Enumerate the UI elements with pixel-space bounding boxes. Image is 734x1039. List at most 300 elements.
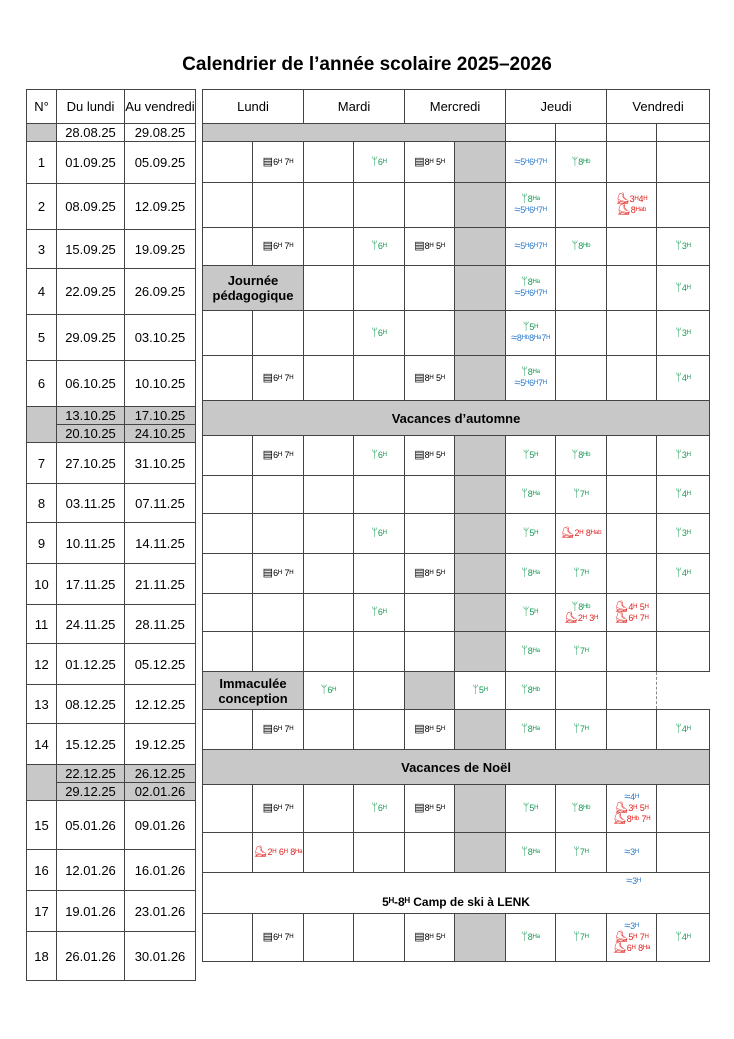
header-mercredi: Mercredi [405, 90, 506, 124]
day-cell [354, 785, 405, 833]
day-cell [556, 514, 607, 554]
day-cell [607, 710, 657, 750]
gym-icon: ᛘ [571, 240, 579, 252]
day-cell [607, 914, 657, 962]
day-cell [506, 124, 556, 142]
day-cell [253, 356, 304, 401]
week-to: 31.10.25 [125, 443, 196, 484]
day-cell [203, 554, 253, 594]
event-gym-icon [657, 932, 709, 943]
week-number: 14 [27, 724, 57, 765]
event-label: 6ᴴ [377, 327, 387, 338]
gym-icon: ᛘ [521, 366, 528, 378]
day-cell [253, 311, 304, 356]
event-gym-icon [556, 568, 606, 579]
event-label: 8ᴴᵃ [527, 194, 540, 204]
day-cell [556, 672, 607, 710]
week-number [27, 765, 57, 801]
event-label: 6ᴴ 7ᴴ [273, 241, 294, 251]
day-cell [506, 833, 556, 873]
event-label: 5ᴴ 7ᴴ [628, 932, 649, 942]
event-label: 4ᴴ 5ᴴ [628, 601, 649, 612]
event-gym-icon [556, 157, 606, 168]
day-cell [657, 436, 710, 476]
week-from: 05.01.26 [57, 801, 125, 850]
schedule-table [202, 89, 710, 962]
holiday-banner: Vacances de Noël [203, 750, 710, 785]
header-mardi: Mardi [304, 90, 405, 124]
event-gym-icon [657, 328, 709, 339]
books-icon: ▤ [414, 931, 425, 943]
event-label: 5ᴴ6ᴴ7ᴴ [520, 288, 547, 298]
swim-icon: ≈ [624, 791, 631, 803]
event-gym-icon [506, 685, 555, 696]
event-skate-icon [607, 613, 656, 624]
event-skate-icon [607, 194, 656, 205]
event-label: 4ᴴ [681, 568, 691, 578]
day-cell [203, 228, 253, 266]
week-from: 01.12.25 [57, 644, 125, 685]
gym-icon: ᛘ [573, 846, 580, 858]
gym-icon: ᛘ [521, 723, 528, 735]
event-label: 6ᴴ [377, 241, 387, 251]
gym-icon: ᛘ [521, 567, 528, 579]
event-label: 6ᴴ [377, 803, 387, 813]
event-label: 8ᴴᵃ [527, 277, 540, 287]
day-cell [253, 594, 304, 632]
mercredi-afternoon-grey [455, 785, 506, 833]
gym-icon: ᛘ [371, 527, 378, 539]
schedule-row [203, 356, 710, 401]
skate-icon: ⛸ [612, 813, 627, 825]
week-row [27, 315, 196, 361]
header-vendredi: Vendredi [607, 90, 710, 124]
event-label: 6ᴴ 7ᴴ [273, 568, 294, 578]
event-label: 8ᴴᵃ [527, 724, 540, 734]
day-cell [304, 311, 354, 356]
week-to: 07.11.25 [125, 484, 196, 523]
event-label: 7ᴴ [579, 489, 589, 499]
event-gym-icon [506, 847, 555, 858]
day-cell [354, 356, 405, 401]
header-jeudi: Jeudi [506, 90, 607, 124]
day-cell [304, 594, 354, 632]
books-icon: ▤ [414, 723, 425, 735]
day-cell [607, 266, 657, 311]
schedule-row [203, 266, 710, 311]
event-books-icon [405, 241, 454, 252]
day-cell [203, 710, 253, 750]
event-label: 6ᴴ 7ᴴ [273, 724, 294, 734]
event-books-icon [253, 450, 303, 461]
week-number [27, 407, 57, 443]
gym-icon: ᛘ [573, 645, 580, 657]
day-cell [405, 356, 455, 401]
event-skate-icon [607, 205, 656, 216]
day-cell [405, 311, 455, 356]
day-cell [354, 228, 405, 266]
event-gym-icon [657, 241, 709, 252]
day-cell [556, 124, 607, 142]
day-cell [657, 142, 710, 183]
mercredi-afternoon-grey [455, 476, 506, 514]
day-cell [506, 514, 556, 554]
gym-icon: ᛘ [573, 567, 580, 579]
event-label: 8ᴴᵇ [578, 450, 591, 460]
week-from: 15.12.25 [57, 724, 125, 765]
event-skate-icon [556, 528, 606, 539]
event-label: 6ᴴ 7ᴴ [273, 803, 294, 813]
mercredi-afternoon-grey [455, 554, 506, 594]
day-cell [304, 632, 354, 672]
week-to: 29.08.25 [125, 124, 196, 142]
event-label: 6ᴴ 7ᴴ [273, 372, 294, 383]
gym-icon: ᛘ [675, 931, 682, 943]
week-from: 06.10.25 [57, 361, 125, 407]
event-gym-icon [354, 328, 404, 339]
day-cell [304, 476, 354, 514]
swim-icon: ≈ [514, 377, 521, 389]
event-books-icon [253, 157, 303, 168]
event-label: 3ᴴ [681, 528, 691, 538]
event-label: 8ᴴ 5ᴴ [424, 156, 445, 167]
event-label: 4ᴴ [681, 932, 691, 942]
day-cell [405, 476, 455, 514]
week-row [27, 269, 196, 315]
event-label: 5ᴴ [529, 322, 539, 332]
books-icon: ▤ [414, 371, 425, 384]
event-label: 7ᴴ [579, 568, 589, 578]
day-cell [253, 476, 304, 514]
day-cell [556, 914, 607, 962]
mercredi-afternoon-grey [455, 436, 506, 476]
day-cell [607, 554, 657, 594]
event-label: 6ᴴ 7ᴴ [273, 932, 294, 942]
event-gym-icon [657, 450, 709, 461]
week-number: 16 [27, 850, 57, 891]
gym-icon: ᛘ [675, 488, 682, 500]
holiday-banner: Vacances d’automne [203, 401, 710, 436]
event-label: 6ᴴ [377, 450, 387, 460]
gym-icon: ᛘ [571, 449, 579, 461]
day-cell [304, 228, 354, 266]
day-cell [304, 266, 354, 311]
week-number: 2 [27, 184, 57, 230]
week-row [27, 850, 196, 891]
event-gym-icon [354, 528, 404, 539]
day-cell [405, 785, 455, 833]
day-cell [253, 554, 304, 594]
week-row [27, 484, 196, 523]
swim-icon: ≈ [514, 240, 521, 252]
day-cell [506, 785, 556, 833]
week-row [27, 443, 196, 484]
event-label: 4ᴴ [681, 372, 691, 383]
event-label: 6ᴴ [327, 685, 337, 695]
event-swim-icon [506, 241, 555, 252]
day-cell [253, 514, 304, 554]
week-to: 17.10.25 [125, 407, 196, 425]
gym-icon: ᛘ [371, 449, 378, 461]
day-cell [253, 785, 304, 833]
week-to: 26.09.25 [125, 269, 196, 315]
week-from: 29.12.25 [57, 783, 125, 801]
week-number: 4 [27, 269, 57, 315]
event-label: 5ᴴ [529, 803, 539, 813]
day-cell [203, 356, 253, 401]
books-icon: ▤ [414, 449, 425, 461]
event-label: 7ᴴ [579, 724, 589, 734]
mercredi-afternoon-grey [455, 228, 506, 266]
header-number: N° [27, 90, 57, 124]
event-label: 5ᴴ6ᴴ7ᴴ [520, 205, 547, 215]
week-from: 26.01.26 [57, 932, 125, 981]
gym-icon: ᛘ [371, 155, 378, 168]
week-row [27, 605, 196, 644]
event-skate-icon [607, 814, 656, 825]
gym-icon: ᛘ [522, 321, 530, 333]
day-cell [657, 183, 710, 228]
day-cell [556, 833, 607, 873]
gym-icon: ᛘ [521, 488, 528, 500]
event-label: 8ᴴᵃ [527, 847, 540, 857]
day-cell [203, 514, 253, 554]
day-cell [354, 554, 405, 594]
week-to: 12.12.25 [125, 685, 196, 724]
day-cell [607, 311, 657, 356]
event-label: 6ᴴ [377, 156, 387, 167]
event-label: 8ᴴᵃ [527, 489, 540, 499]
camp-top-event [608, 876, 659, 887]
day-cell [607, 632, 657, 672]
schedule-row [203, 554, 710, 594]
swim-icon: ≈ [514, 204, 521, 216]
week-number: 5 [27, 315, 57, 361]
week-row [27, 523, 196, 564]
day-cell [253, 228, 304, 266]
week-number: 9 [27, 523, 57, 564]
day-cell [354, 266, 405, 311]
schedule-row [203, 873, 710, 914]
event-label: 3ᴴ [630, 847, 639, 857]
event-gym-icon [556, 241, 606, 252]
event-label: 8ᴴᵇ [578, 803, 591, 813]
day-cell [304, 785, 354, 833]
books-icon: ▤ [262, 155, 274, 168]
mercredi-afternoon-grey [455, 266, 506, 311]
week-row [27, 142, 196, 184]
gym-icon: ᛘ [320, 684, 328, 696]
day-cell [607, 124, 657, 142]
schedule-row [203, 142, 710, 183]
week-number: 17 [27, 891, 57, 932]
schedule-row [203, 476, 710, 514]
day-cell [354, 436, 405, 476]
event-books-icon [253, 932, 303, 943]
day-cell [354, 594, 405, 632]
event-books-icon [405, 450, 454, 461]
day-cell [556, 710, 607, 750]
day-cell [657, 476, 710, 514]
day-cell [657, 228, 710, 266]
event-swim-icon [506, 205, 555, 216]
day-cell [556, 554, 607, 594]
event-gym-icon [506, 450, 555, 461]
day-cell [354, 833, 405, 873]
day-cell [506, 436, 556, 476]
week-number: 8 [27, 484, 57, 523]
event-label: 8ᴴᵃ [527, 568, 540, 578]
day-cell [304, 514, 354, 554]
day-cell [405, 142, 455, 183]
schedule-row [203, 183, 710, 228]
day-cell [253, 142, 304, 183]
event-gym-icon [657, 489, 709, 500]
event-gym-icon [506, 932, 555, 943]
week-from: 19.01.26 [57, 891, 125, 932]
camp-label: 5ᴴ-8ᴴ Camp de ski à LENK [382, 895, 530, 909]
event-label: 5ᴴ6ᴴ7ᴴ [520, 241, 547, 251]
event-label: 8ᴴᵇ [578, 156, 591, 167]
day-cell [405, 514, 455, 554]
event-label: 6ᴴ [377, 528, 387, 538]
event-gym-icon [556, 450, 606, 461]
day-cell [607, 228, 657, 266]
weeks-table [26, 89, 196, 981]
day-cell [657, 833, 710, 873]
day-cell [506, 228, 556, 266]
event-gym-icon [354, 607, 404, 618]
camp-banner [203, 873, 710, 914]
event-books-icon [253, 373, 303, 384]
day-cell [405, 266, 455, 311]
week-row [27, 801, 196, 850]
skate-icon: ⛸ [560, 527, 575, 539]
books-icon: ▤ [262, 802, 274, 814]
event-skate-icon [607, 943, 656, 954]
books-icon: ▤ [262, 371, 274, 384]
event-label: 4ᴴ [681, 282, 691, 293]
event-gym-icon [455, 685, 505, 696]
schedule-row [203, 594, 710, 632]
page-title: Calendrier de l’année scolaire 2025–2026 [182, 54, 552, 75]
gym-icon: ᛘ [675, 371, 682, 384]
mercredi-afternoon-grey [455, 594, 506, 632]
day-cell [506, 632, 556, 672]
event-gym-icon [556, 646, 606, 657]
day-cell [203, 594, 253, 632]
event-label: 8ᴴ 5ᴴ [424, 568, 445, 578]
event-gym-icon [556, 489, 606, 500]
swim-icon: ≈ [510, 332, 517, 344]
day-cell [304, 436, 354, 476]
event-gym-icon [354, 803, 404, 814]
week-number: 15 [27, 801, 57, 850]
day-cell [506, 476, 556, 514]
skate-icon: ⛸ [614, 931, 629, 943]
day-cell [556, 142, 607, 183]
day-cell [556, 476, 607, 514]
week-to: 14.11.25 [125, 523, 196, 564]
day-cell [253, 833, 304, 873]
day-cell [304, 672, 354, 710]
week-number: 18 [27, 932, 57, 981]
event-gym-icon [657, 724, 709, 735]
event-label: 6ᴴ 7ᴴ [273, 450, 294, 460]
week-number: 1 [27, 142, 57, 184]
day-cell [657, 914, 710, 962]
day-cell [506, 914, 556, 962]
gym-icon: ᛘ [521, 684, 528, 696]
event-books-icon [405, 932, 454, 943]
swim-icon: ≈ [624, 920, 631, 932]
books-icon: ▤ [414, 240, 425, 252]
week-number [27, 124, 57, 142]
week-from: 15.09.25 [57, 230, 125, 269]
skate-icon: ⛸ [614, 600, 629, 613]
event-label: 8ᴴ 5ᴴ [424, 724, 445, 734]
event-label: 5ᴴ [529, 607, 539, 617]
books-icon: ▤ [414, 155, 425, 168]
books-icon: ▤ [262, 931, 274, 943]
event-books-icon [253, 241, 303, 252]
day-cell [354, 183, 405, 228]
week-to: 03.10.25 [125, 315, 196, 361]
schedule-row [203, 228, 710, 266]
day-cell [203, 476, 253, 514]
week-to: 09.01.26 [125, 801, 196, 850]
week-to: 24.10.25 [125, 425, 196, 443]
event-label: 2ᴴ 8ᴴᵃᵇ [574, 528, 602, 538]
event-gym-icon [506, 568, 555, 579]
day-cell [607, 142, 657, 183]
left-header-row [27, 90, 196, 124]
mercredi-afternoon-grey [405, 672, 455, 710]
event-books-icon [405, 157, 454, 168]
week-from: 28.08.25 [57, 124, 125, 142]
week-to: 05.12.25 [125, 644, 196, 685]
gym-icon: ᛘ [571, 802, 579, 814]
books-icon: ▤ [262, 723, 274, 735]
week-number: 10 [27, 564, 57, 605]
books-icon: ▤ [262, 567, 274, 579]
day-cell [607, 833, 657, 873]
day-cell [354, 311, 405, 356]
event-label: 5ᴴ [529, 528, 539, 538]
gym-icon: ᛘ [521, 846, 528, 858]
event-swim-icon [506, 378, 555, 389]
event-label: 2ᴴ 3ᴴ [577, 612, 599, 623]
event-label: 4ᴴ [681, 724, 691, 734]
event-label: 6ᴴ 7ᴴ [273, 156, 294, 167]
event-swim-icon [506, 288, 555, 299]
week-from: 22.12.25 [57, 765, 125, 783]
week-row [27, 644, 196, 685]
skate-icon: ⛸ [615, 193, 630, 205]
day-cell [354, 514, 405, 554]
week-to: 12.09.25 [125, 184, 196, 230]
event-label: 8ᴴᵇ [578, 241, 591, 251]
event-label: 3ᴴ [632, 876, 641, 886]
mercredi-afternoon-grey [455, 710, 506, 750]
week-from: 27.10.25 [57, 443, 125, 484]
day-cell [354, 914, 405, 962]
event-label: 7ᴴ [579, 932, 589, 942]
books-icon: ▤ [262, 449, 274, 461]
books-icon: ▤ [414, 567, 425, 579]
event-label: 8ᴴᵇ 7ᴴ [626, 814, 651, 824]
week-row [27, 685, 196, 724]
